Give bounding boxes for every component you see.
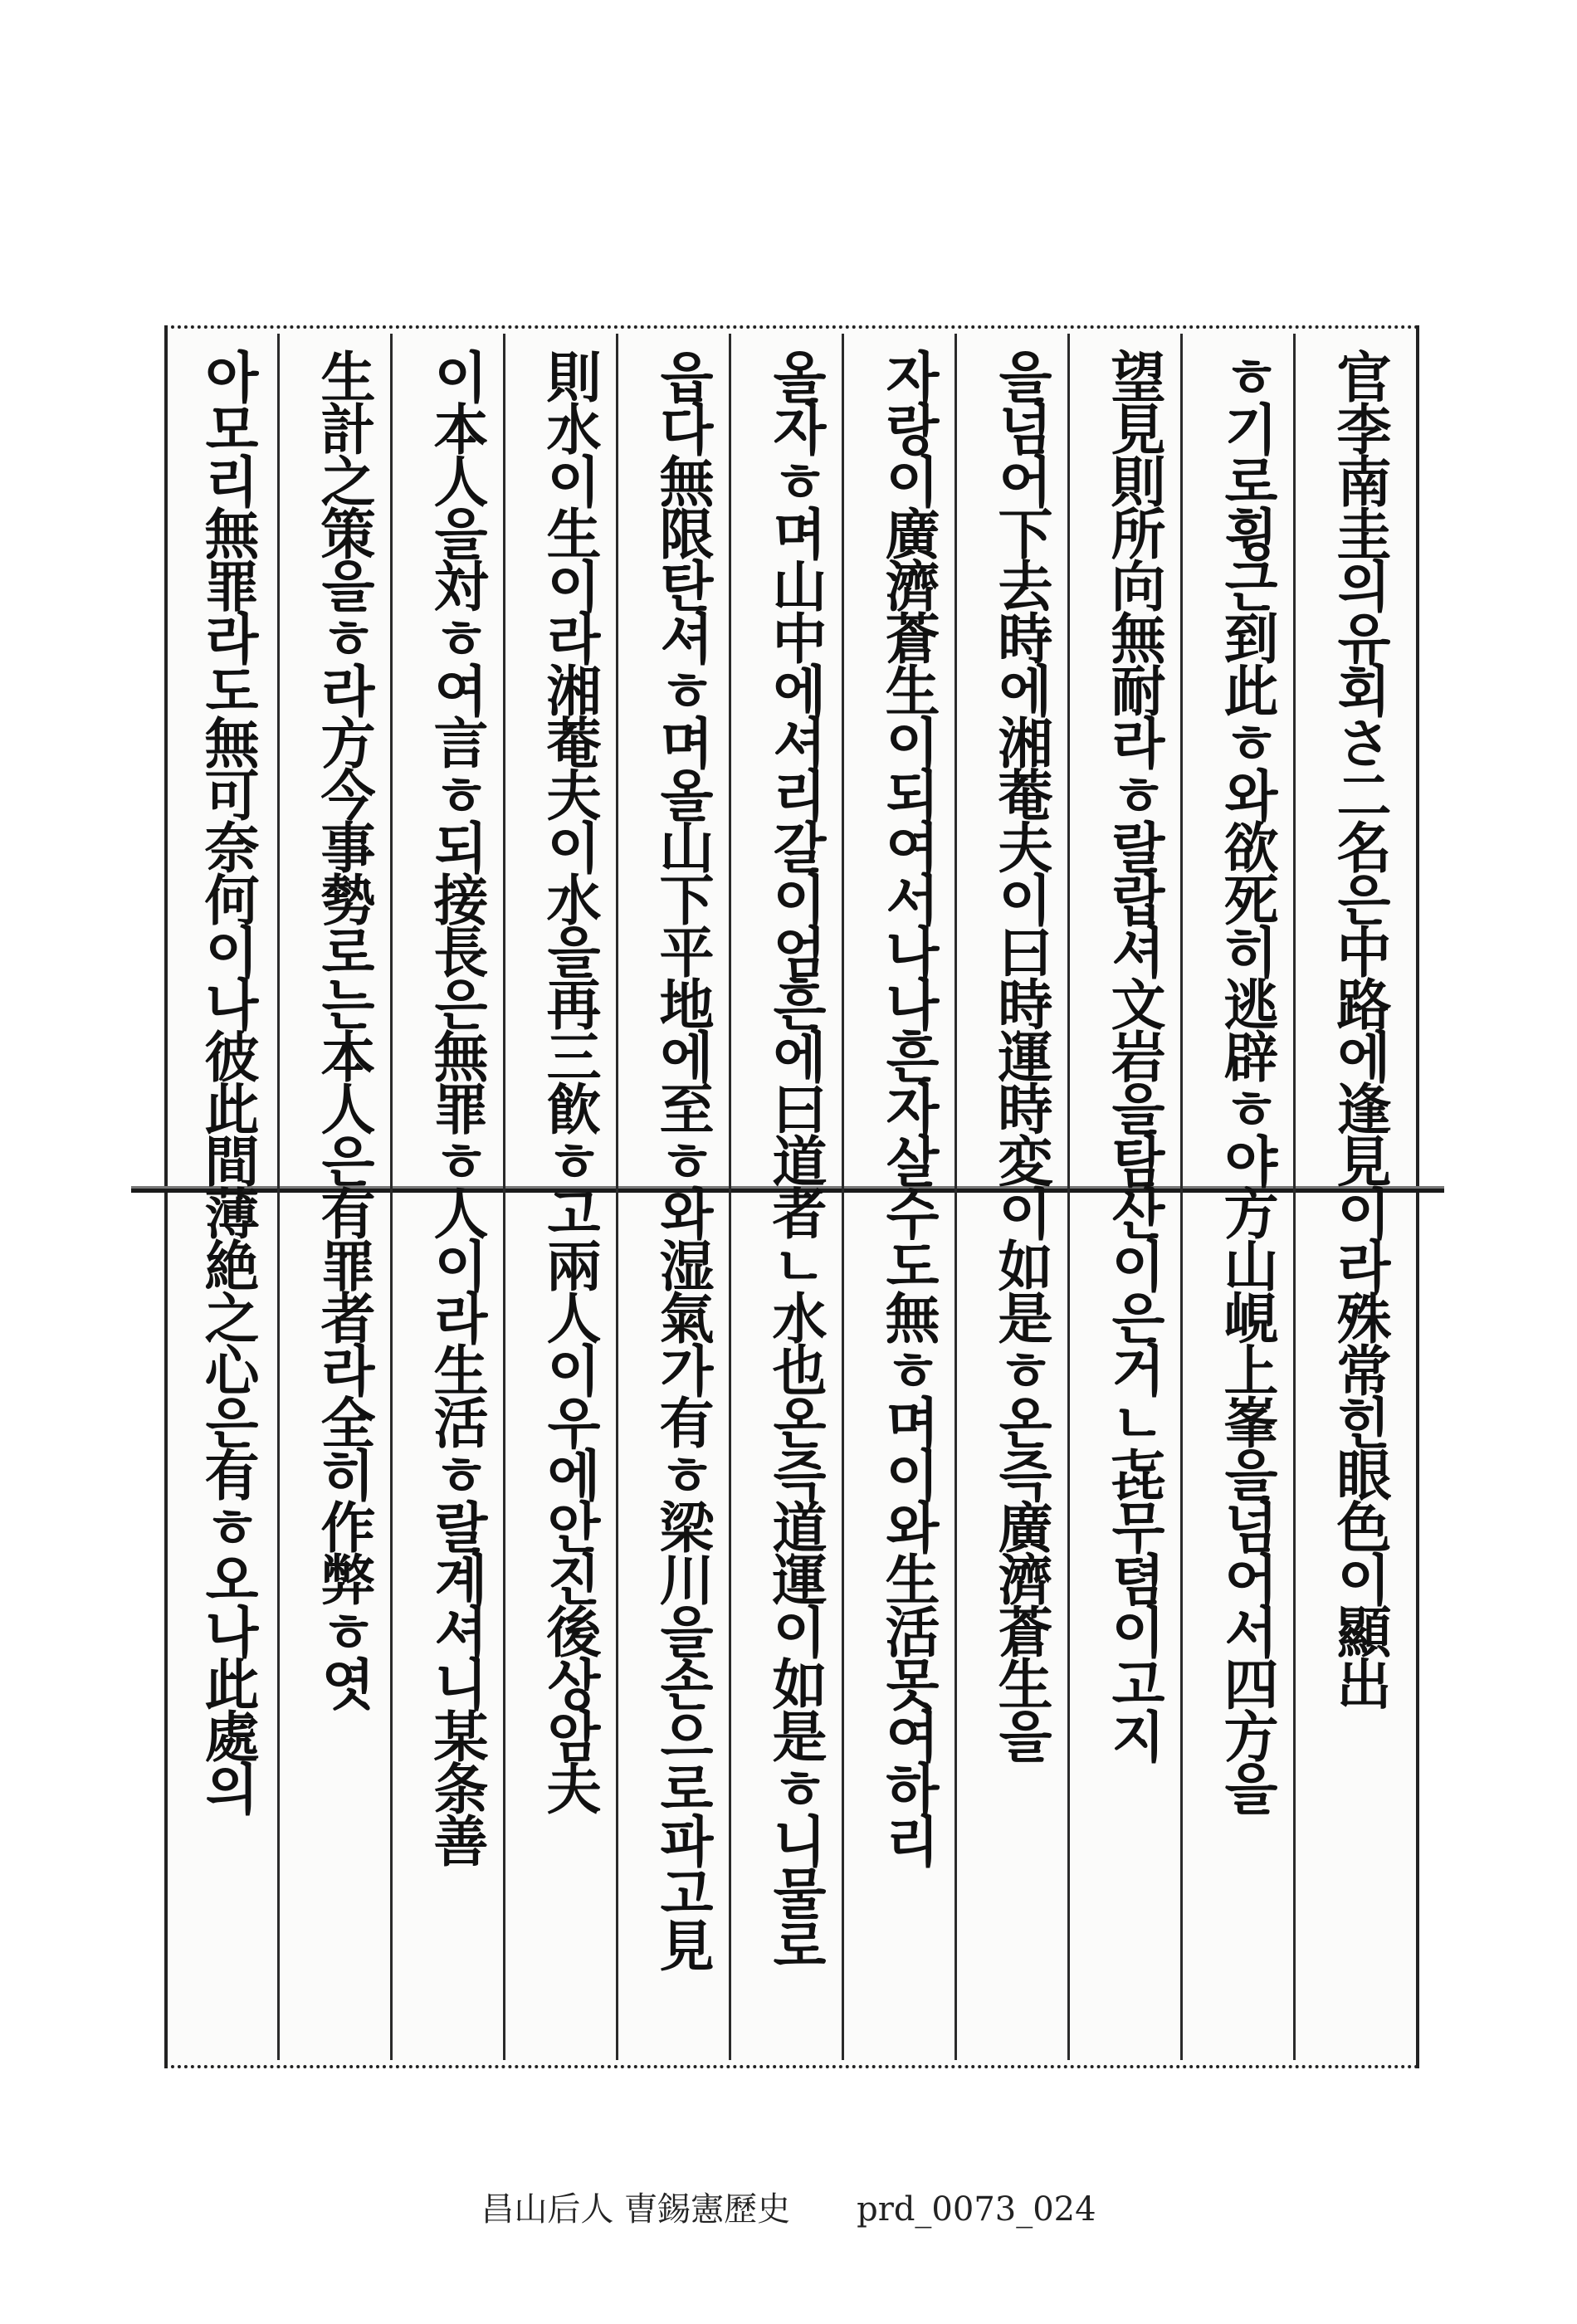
text-column-2: ㅎ기로휭근到此ㅎ와欲死히逃辟ㅎ야方山峴上峯을넘어서四方을 — [1214, 349, 1279, 1813]
text-column-3: 望見則所向無耐라ㅎ랄랍셔文岩을탐산이은거ㄴ㐂무텸이고지 — [1101, 349, 1166, 1760]
text-column-5: 자랑이廣濟蒼生이되여서나나흔자살수도無ㅎ며이와生活못여하리 — [876, 349, 940, 1865]
page-border-top — [164, 325, 1419, 329]
text-column-1: 官李南圭의유회さ二名은中路에逢見이라殊常힌眼色이顯出 — [1327, 349, 1392, 1708]
text-column-8: 則水이生이라湘菴夫이水을再三飮ㅎ고兩人이우에안진後상암夫 — [537, 349, 602, 1813]
text-column-7: 읍다無限탄셔ㅎ며올山下平地에至ㅎ와湿氣가有ㅎ梁川을손으로파고見 — [650, 349, 715, 1970]
manuscript-page — [164, 325, 1419, 2068]
text-column-10: 生計之策을ㅎ라方今事勢로는本人은有罪者라全히作弊ㅎ엿 — [311, 349, 376, 1708]
text-column-11: 아모리無罪라도無可奈何이나彼此間薄絶之心은有ㅎ오나此處의 — [195, 349, 260, 1813]
page-border-right — [1416, 325, 1419, 2068]
text-column-9: 이本人을対ㅎ여言ㅎ되接長은無罪ㅎ人이라生活ㅎ랄계셔니某条善 — [424, 349, 489, 1865]
text-column-4: 을넘어下去時에湘菴夫이曰時運時変이如是ㅎ온즉廣濟蒼生을 — [989, 349, 1053, 1760]
page-border-bottom — [164, 2065, 1419, 2068]
page-caption: 昌山后人 曺錫憲歷史 prd_0073_024 — [481, 2190, 1096, 2229]
page-border-left — [164, 325, 168, 2068]
text-column-6: 올자ㅎ며山中에셔리갈이엄흔에曰道者ㄴ水也온즉道運이如是ㅎ니물로 — [763, 349, 828, 1970]
